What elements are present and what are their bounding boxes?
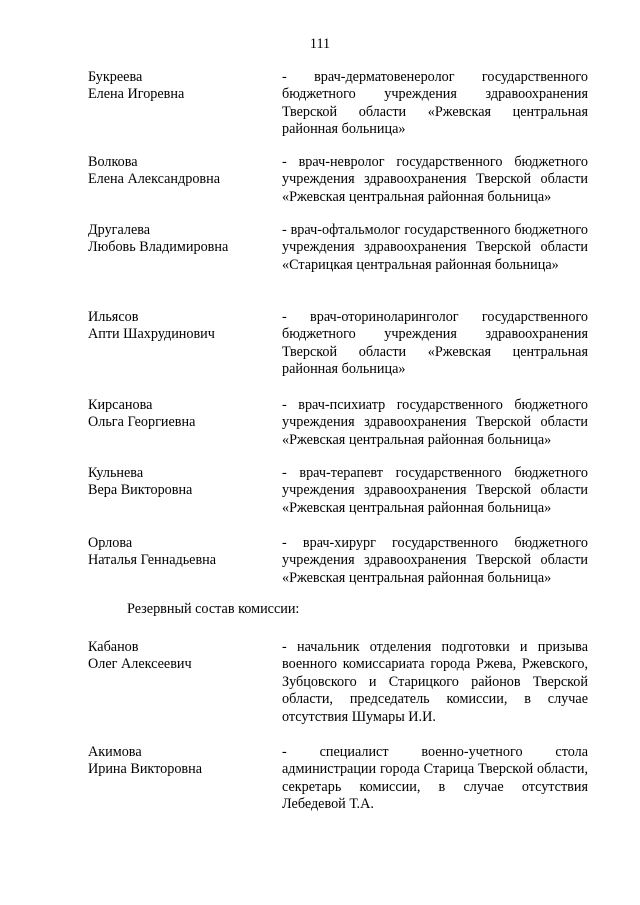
member-surname: Кирсанова [88,397,153,413]
member-surname: Волкова [88,154,138,170]
member-surname: Орлова [88,535,133,551]
member-role: - врач-психиатр государственного бюджетного учреждения здравоохранения Тверской области «Ржевская центральная районная больница» [282,397,588,448]
member-role: - врач-дерматовенеролог государственного бюджетного учреждения здравоохранения Тверской области «Ржевская центральная районная больница» [282,69,588,138]
member-given-name: Любовь Владимировна [88,239,229,256]
member-surname: Другалева [88,222,151,238]
member-given-name: Елена Игоревна [88,86,185,103]
member-name [88,744,268,779]
member-given-name: Ирина Викторовна [88,761,203,778]
member-role: - врач-хирург государственного бюджетного учреждения здравоохранения Тверской области «Ржевская центральная районная больница» [282,535,588,586]
member-given-name: Олег Алексеевич [88,656,192,673]
member-given-name: Елена Александровна [88,171,220,188]
member-surname: Кульнева [88,465,144,481]
page-number: 111 [309,36,331,52]
member-given-name: Наталья Геннадьевна [88,552,217,569]
member-role: - врач-оториноларинголог государственного бюджетного учреждения здравоохранения Тверской области «Ржевская центральная районная больница» [282,309,588,378]
member-given-name: Апти Шахрудинович [88,326,215,343]
member-name [88,535,268,570]
member-role: - врач-терапевт государственного бюджетного учреждения здравоохранения Тверской области «Ржевская центральная районная больница» [282,465,588,516]
member-name [88,222,268,257]
member-name [88,309,268,344]
reserve-heading: Резервный состав комиссии: [127,601,300,617]
member-surname: Букреева [88,69,143,85]
member-role: - начальник отделения подготовки и призыва военного комиссариата города Ржева, Ржевского, Зубцовского и Старицкого районов Тверской области, председатель комиссии, в случае отсутствия Шумары И.И. [282,639,588,725]
member-name [88,397,268,432]
member-surname: Ильясов [88,309,139,325]
member-surname: Кабанов [88,639,139,655]
member-role: - специалист военно-учетного стола администрации города Старица Тверской области, секретарь комиссии, в случае отсутствия Лебедевой Т.А. [282,744,588,813]
member-name [88,154,268,189]
member-name [88,465,268,500]
member-name [88,69,268,104]
member-name [88,639,268,674]
member-role: - врач-офтальмолог государственного бюджетного учреждения здравоохранения Тверской области «Старицкая центральная районная больница» [282,222,588,273]
member-role: - врач-невролог государственного бюджетного учреждения здравоохранения Тверской области «Ржевская центральная районная больница» [282,154,588,205]
member-given-name: Ольга Георгиевна [88,414,196,431]
member-given-name: Вера Викторовна [88,482,193,499]
member-surname: Акимова [88,744,142,760]
